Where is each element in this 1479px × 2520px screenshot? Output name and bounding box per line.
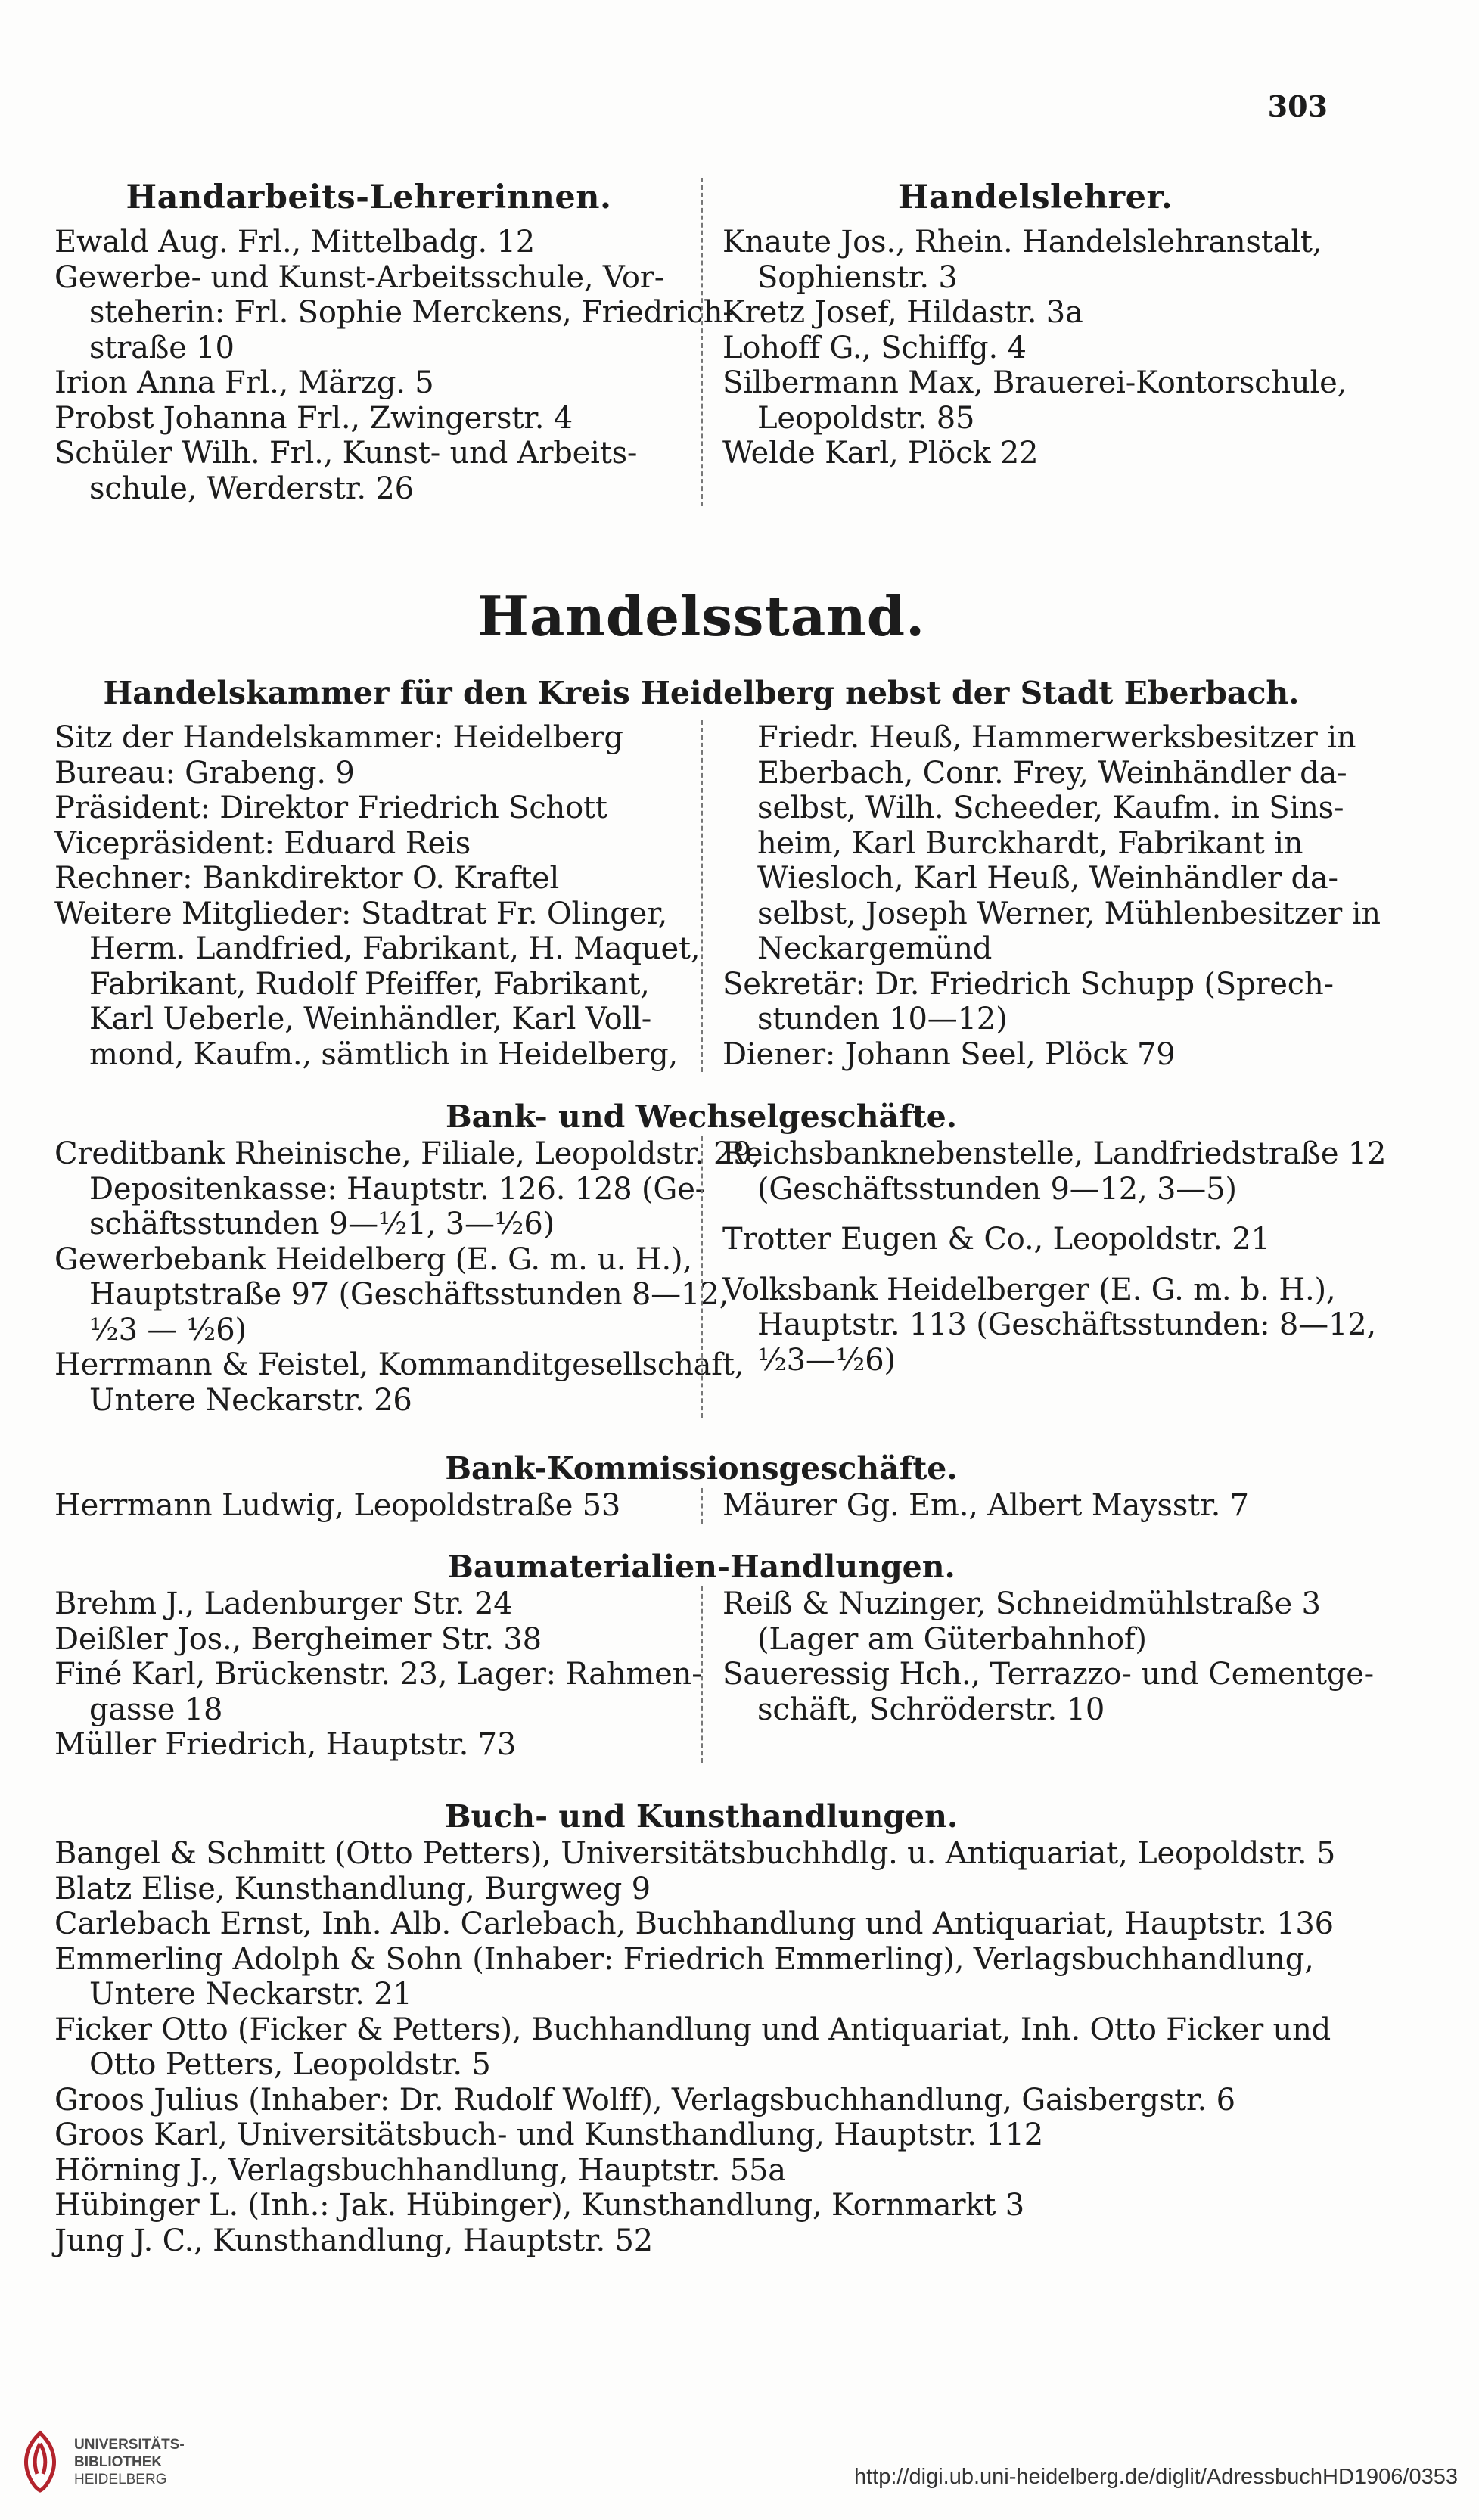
list-item: schule, Werderstr. 26	[89, 471, 414, 506]
list-item: Ficker Otto (Ficker & Petters), Buchhandlung und Antiquariat, Inh. Otto Ficker und	[54, 2012, 1331, 2047]
main-title: Handelsstand.	[477, 584, 926, 648]
column-divider	[701, 1136, 703, 1418]
list-item: straße 10	[89, 330, 235, 365]
list-item: Herrmann & Feistel, Kommanditgesellschaft,	[54, 1347, 744, 1382]
list-item: Eberbach, Conr. Frey, Weinhändler da-	[757, 755, 1347, 791]
list-item: Leopoldstr. 85	[757, 400, 975, 436]
list-item: Sekretär: Dr. Friedrich Schupp (Sprech-	[722, 966, 1334, 1002]
list-item: Fabrikant, Rudolf Pfeiffer, Fabrikant,	[89, 966, 650, 1002]
list-item: Vicepräsident: Eduard Reis	[54, 825, 471, 861]
list-item: Präsident: Direktor Friedrich Schott	[54, 791, 607, 825]
list-item	[722, 1257, 1348, 1272]
list-item: Emmerling Adolph & Sohn (Inhaber: Friedrich Emmerling), Verlagsbuchhandlung,	[54, 1941, 1314, 1977]
list-item: Hauptstraße 97 (Geschäftsstunden 8—12,	[89, 1277, 729, 1312]
library-seal-icon	[17, 2430, 64, 2494]
list-item: mond, Kaufm., sämtlich in Heidelberg,	[89, 1036, 679, 1072]
list-item: Rechner: Bankdirektor O. Kraftel	[54, 861, 560, 896]
list-item: Finé Karl, Brückenstr. 23, Lager: Rahmen-	[54, 1657, 702, 1692]
list-item: Jung J. C., Kunsthandlung, Hauptstr. 52	[54, 2223, 654, 2258]
list-item: Reichsbanknebenstelle, Landfriedstraße 12	[722, 1136, 1387, 1171]
list-item: Volksbank Heidelberger (E. G. m. b. H.),	[722, 1272, 1336, 1307]
column-divider	[701, 1586, 703, 1763]
heading-handelslehrer: Handelslehrer.	[897, 179, 1173, 216]
list-item: Karl Ueberle, Weinhändler, Karl Voll-	[89, 1002, 652, 1036]
list-item: Ewald Aug. Frl., Mittelbadg. 12	[54, 225, 536, 259]
list-item: Kretz Josef, Hildastr. 3a	[722, 295, 1083, 330]
bank-section	[54, 1097, 1387, 1418]
column-divider	[701, 178, 703, 506]
left-column	[54, 1488, 701, 1524]
heading-handarbeits: Handarbeits-Lehrerinnen.	[126, 179, 612, 216]
list-item: selbst, Wilh. Scheeder, Kaufm. in Sins-	[757, 791, 1344, 825]
list-item: Weitere Mitglieder: Stadtrat Fr. Olinger,	[54, 896, 668, 931]
list-item: Untere Neckarstr. 26	[89, 1382, 412, 1418]
list-item: Bureau: Grabeng. 9	[54, 755, 355, 791]
list-item: heim, Karl Burckhardt, Fabrikant in	[757, 825, 1303, 861]
list-item: Saueressig Hch., Terrazzo- und Cementge-	[722, 1657, 1374, 1692]
list-item: Trotter Eugen & Co., Leopoldstr. 21	[722, 1222, 1270, 1257]
list-item: gasse 18	[89, 1692, 223, 1727]
building-title: Baumaterialien-Handlungen.	[447, 1549, 955, 1585]
column-divider	[701, 720, 703, 1072]
list-item: Depositenkasse: Hauptstr. 126. 128 (Ge-	[89, 1171, 705, 1207]
list-item: Herrmann Ludwig, Leopoldstraße 53	[54, 1488, 621, 1523]
main-title-block	[54, 583, 1348, 651]
list-item: Otto Petters, Leopoldstr. 5	[89, 2047, 491, 2082]
list-item: steherin: Frl. Sophie Merckens, Friedrich-	[89, 295, 733, 330]
list-item: schäftsstunden 9—½1, 3—½6)	[89, 1207, 555, 1241]
list-item: Creditbank Rheinische, Filiale, Leopoldstr. 29,	[54, 1136, 761, 1171]
list-item: Knaute Jos., Rhein. Handelslehranstalt,	[722, 225, 1322, 259]
left-column	[54, 1586, 701, 1763]
list-item: (Geschäftsstunden 9—12, 3—5)	[757, 1171, 1237, 1207]
list-item: Blatz Elise, Kunsthandlung, Burgweg 9	[54, 1871, 651, 1906]
right-column	[701, 1136, 1387, 1418]
source-url-link[interactable]: http://digi.ub.uni-heidelberg.de/diglit/AdressbuchHD1906/0353	[853, 2465, 1458, 2489]
list-item: selbst, Joseph Werner, Mühlenbesitzer in	[757, 896, 1381, 931]
logo-line: BIBLIOTHEK	[74, 2453, 163, 2470]
list-item: Welde Karl, Plöck 22	[722, 436, 1039, 471]
list-item: Groos Karl, Universitätsbuch- und Kunsthandlung, Hauptstr. 112	[54, 2118, 1043, 2152]
list-item: Brehm J., Ladenburger Str. 24	[54, 1586, 513, 1621]
list-item: Wiesloch, Karl Heuß, Weinhändler da-	[757, 861, 1338, 896]
bank-commission-section	[54, 1449, 1348, 1524]
right-column	[701, 720, 1381, 1072]
list-item: Bangel & Schmitt (Otto Petters), Universitätsbuchhdlg. u. Antiquariat, Leopoldstr. 5	[54, 1836, 1336, 1871]
list-item: Irion Anna Frl., Märzg. 5	[54, 365, 434, 400]
list-item: schäft, Schröderstr. 10	[757, 1692, 1105, 1727]
logo-line: UNIVERSITÄTS-	[74, 2436, 185, 2453]
list-item	[722, 1207, 1348, 1222]
building-section	[54, 1547, 1374, 1763]
list-item: Friedr. Heuß, Hammerwerksbesitzer in	[757, 720, 1356, 755]
list-item: Herm. Landfried, Fabrikant, H. Maquet,	[89, 931, 701, 966]
list-item: Gewerbe- und Kunst-Arbeitsschule, Vor-	[54, 259, 665, 295]
books-section	[54, 1797, 1348, 2258]
list-item: Groos Julius (Inhaber: Dr. Rudolf Wolff), Verlagsbuchhandlung, Gaisbergstr. 6	[54, 2082, 1235, 2118]
bank-title: Bank- und Wechselgeschäfte.	[445, 1098, 958, 1135]
list-item: stunden 10—12)	[757, 1002, 1008, 1036]
list-item: Müller Friedrich, Hauptstr. 73	[54, 1727, 517, 1762]
library-logo[interactable]	[17, 2430, 185, 2494]
list-item: Untere Neckarstr. 21	[89, 1977, 412, 2012]
list-item: ½3—½6)	[757, 1342, 896, 1378]
page-number: 303	[1267, 89, 1328, 123]
logo-line: HEIDELBERG	[74, 2471, 167, 2487]
chamber-title: Handelskammer für den Kreis Heidelberg nebst der Stadt Eberbach.	[103, 675, 1300, 711]
list-item: Schüler Wilh. Frl., Kunst- und Arbeits-	[54, 436, 638, 471]
teachers-section	[54, 178, 1348, 506]
list-item: Lohoff G., Schiffg. 4	[722, 330, 1027, 365]
list-item: Hauptstr. 113 (Geschäftsstunden: 8—12,	[757, 1307, 1376, 1342]
chamber-section	[54, 673, 1381, 1072]
left-column	[54, 1136, 761, 1418]
list-item: (Lager am Güterbahnhof)	[757, 1621, 1147, 1657]
list-item: Neckargemünd	[757, 931, 993, 966]
list-item: Carlebach Ernst, Inh. Alb. Carlebach, Buchhandlung und Antiquariat, Hauptstr. 136	[54, 1906, 1334, 1941]
list-item: Reiß & Nuzinger, Schneidmühlstraße 3	[722, 1586, 1321, 1621]
list-item: Silbermann Max, Brauerei-Kontorschule,	[722, 365, 1347, 400]
list-item: Hörning J., Verlagsbuchhandlung, Hauptstr. 55a	[54, 2152, 786, 2188]
list-item: Mäurer Gg. Em., Albert Maysstr. 7	[722, 1488, 1249, 1523]
list-item: Probst Johanna Frl., Zwingerstr. 4	[54, 400, 573, 436]
right-column	[701, 1488, 1348, 1524]
list-item: Hübinger L. (Inh.: Jak. Hübinger), Kunsthandlung, Kornmarkt 3	[54, 2188, 1024, 2223]
list-item: ½3 — ½6)	[89, 1312, 247, 1347]
right-column	[701, 178, 1348, 506]
list-item: Deißler Jos., Bergheimer Str. 38	[54, 1621, 542, 1657]
books-title: Buch- und Kunsthandlungen.	[444, 1798, 959, 1835]
left-column	[54, 178, 733, 506]
column-divider	[701, 1488, 703, 1524]
bank-commission-title: Bank-Kommissionsgeschäfte.	[445, 1450, 958, 1487]
left-column	[54, 720, 701, 1072]
right-column	[701, 1586, 1374, 1763]
list-item: Gewerbebank Heidelberg (E. G. m. u. H.),	[54, 1241, 692, 1277]
list-item: Sophienstr. 3	[757, 259, 958, 295]
list-item: Diener: Johann Seel, Plöck 79	[722, 1036, 1176, 1072]
list-item: Sitz der Handelskammer: Heidelberg	[54, 720, 623, 755]
